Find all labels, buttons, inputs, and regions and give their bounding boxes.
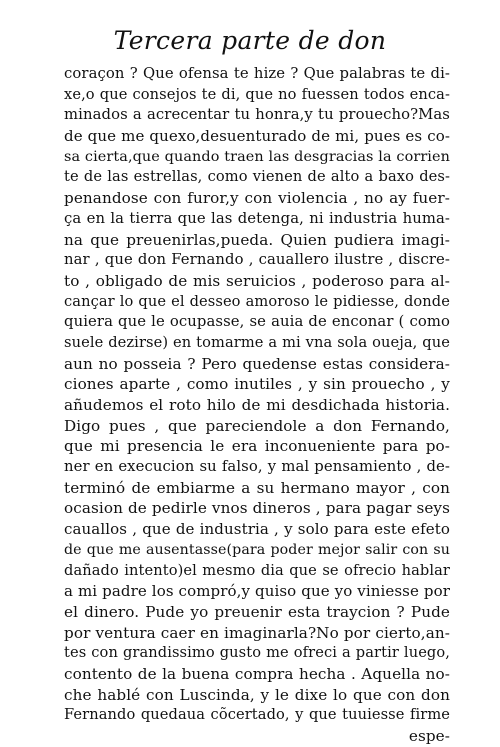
text-line: penandose con furor,y con violencia , no ay fuer- [64,189,450,208]
text-line: ner en execucion su falso, y mal pensamiento , de- [64,458,450,476]
text-line: ciones aparte , como inutiles , y sin prouecho , y [64,375,450,394]
text-line: Digo pues , que pareciendole a don Fernando, [64,416,450,435]
text-line: nar , que don Fernando , cauallero ilustre , discre- [64,251,450,269]
text-line: te de las estrellas, como vienen de alto a baxo des- [64,168,450,186]
text-line: na que preuenirlas,pueda. Quien pudiera imagi- [64,230,450,249]
text-line: el dinero. Pude yo preuenir esta traycion ? Pude [64,602,450,621]
text-line: minados a acrecentar tu honra,y tu prouecho?Mas [64,106,450,124]
body-text [64,64,450,747]
text-line: quiera que le ocupasse, se auia de enconar ( como [64,313,450,331]
catchword: espe- [408,727,450,745]
text-line: cauallos , que de industria , y solo para este efeto [64,520,450,539]
text-line: Fernando quedaua cõcertado, y que tuuiesse firme [64,706,450,724]
text-line: ocasion de pedirle vnos dineros , para pagar seys [64,499,450,518]
text-line: tes con grandissimo gusto me ofreci a partir luego, [64,644,450,662]
text-line: dañado intento)el mesmo dia que se ofrecio hablar [64,561,450,579]
text-line: que mi presencia le era inconueniente para po- [64,437,450,456]
text-line: contento de la buena compra hecha . Aquella no- [64,664,450,683]
text-line: a mi padre los compró,y quiso que yo viniesse por [64,582,450,601]
text-line: añudemos el roto hilo de mi desdichada historia. [64,396,450,414]
text-line: coraçon ? Que ofensa te hize ? Que palabras te di- [64,65,450,82]
text-line: suele dezirse) en tomarme a mi vna sola oueja, que [64,333,450,351]
text-line: terminó de embiarme a su hermano mayor , con [64,478,450,497]
text-line: aun no posseia ? Pero quedense estas considera- [64,354,450,373]
text-line: che hablé con Luscinda, y le dixe lo que con don [64,685,450,704]
text-line: xe,o que consejos te di, que no fuessen todos enca- [64,85,450,103]
text-line: por ventura caer en imaginarla?No por cierto,an- [64,623,450,642]
text-line: de que me quexo,desuenturado de mi, pues es co- [64,127,450,146]
text-line: de que me ausentasse(para poder mejor salir con su [64,541,450,558]
text-line: to , obligado de mis seruicios , poderoso para al- [64,271,450,290]
running-head: Tercera parte de don [113,26,387,55]
text-line: ça en la tierra que las detenga, ni industria huma- [64,209,450,227]
text-line: sa cierta,que quando traen las desgracias la corrien [64,148,450,165]
text-line: cançar lo que el desseo amoroso le pidiesse, donde [64,292,450,310]
